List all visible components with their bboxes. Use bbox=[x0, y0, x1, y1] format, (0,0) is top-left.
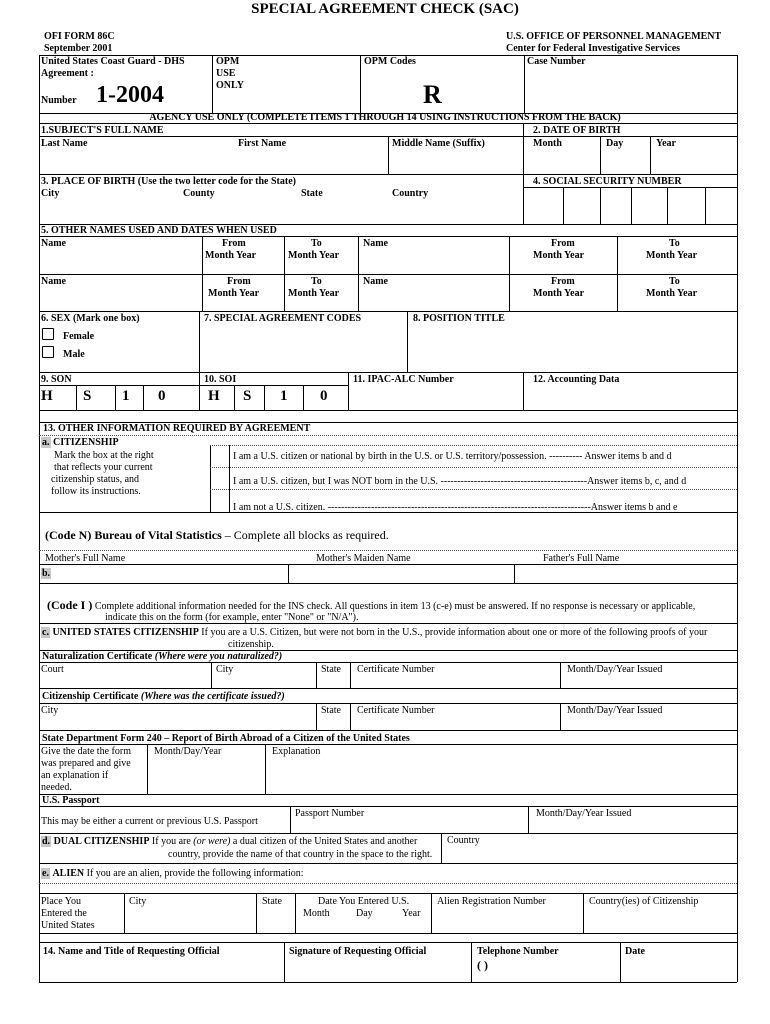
opm-use-2: USE bbox=[216, 68, 236, 79]
s13d-text-a: If you are bbox=[151, 836, 191, 847]
date-label: Date bbox=[625, 946, 645, 957]
nat-cert-number-label: Certificate Number bbox=[357, 664, 435, 675]
s11-label: 11. IPAC-ALC Number bbox=[353, 374, 454, 385]
citizenship-cert-heading bbox=[42, 691, 285, 703]
naturalization-question: (Where were you naturalized?) bbox=[154, 651, 283, 662]
form-date: September 2001 bbox=[44, 43, 113, 54]
s13d-title: DUAL CITIZENSHIP bbox=[53, 836, 150, 847]
alien-state-label: State bbox=[262, 896, 282, 907]
s3-country: Country bbox=[392, 188, 429, 199]
agency-use-banner: AGENCY USE ONLY (COMPLETE ITEMS 1 THROUGH 14 USING INSTRUCTIONS FROM THE BACK) bbox=[149, 112, 621, 123]
sex-male-checkbox[interactable] bbox=[42, 346, 54, 358]
son-code-4: 0 bbox=[158, 388, 166, 404]
citizenship-option-2: I am a U.S. citizen, but I was NOT born in the U.S. --------------------------------------------Answer items b, c, and d bbox=[233, 476, 687, 487]
son-code-1: H bbox=[41, 388, 53, 404]
s13d-text-2: country, provide the name of that country in the space to the right. bbox=[168, 849, 433, 860]
s8-label: 8. POSITION TITLE bbox=[413, 313, 505, 324]
s5-to-my-1: Month Year bbox=[288, 250, 340, 261]
sdf240-date-label: Month/Day/Year bbox=[154, 746, 222, 757]
s13c-title: UNITED STATES CITIZENSHIP bbox=[52, 627, 199, 638]
s13e-title: ALIEN bbox=[52, 868, 85, 879]
s13d-letter: d. bbox=[42, 836, 51, 847]
s13a-instr-3: citizenship status, and bbox=[51, 474, 140, 485]
s13a-instr-4: follow its instructions. bbox=[51, 486, 141, 497]
s5-to-1: To bbox=[311, 238, 322, 249]
form-title: SPECIAL AGREEMENT CHECK (SAC) bbox=[251, 1, 519, 17]
soi-code-1: H bbox=[208, 388, 220, 404]
form-number: OFI FORM 86C bbox=[44, 31, 115, 42]
code-n-rest: – Complete all blocks as required. bbox=[221, 528, 389, 542]
citizenship-option-1-box[interactable] bbox=[213, 448, 227, 462]
agency-cfis: Center for Federal Investigative Services bbox=[506, 43, 681, 54]
agreement-number: 1-2004 bbox=[96, 82, 164, 108]
s5-to-3: To bbox=[311, 276, 322, 287]
opm-use-3: ONLY bbox=[216, 80, 244, 91]
sdf240-instr-4: needed. bbox=[41, 782, 72, 793]
father-full-name-label: Father's Full Name bbox=[543, 553, 620, 564]
s5-to-2: To bbox=[669, 238, 680, 249]
sdf240-explanation-label: Explanation bbox=[272, 746, 321, 757]
case-number-label: Case Number bbox=[527, 56, 586, 67]
s13d-line bbox=[41, 836, 417, 848]
s1-first-name: First Name bbox=[238, 138, 287, 149]
telephone-label: Telephone Number bbox=[477, 946, 559, 957]
nat-city-label: City bbox=[216, 664, 234, 675]
s5-from-4: From bbox=[551, 276, 575, 287]
opm-code-value: R bbox=[423, 80, 442, 109]
s5-to-4: To bbox=[669, 276, 680, 287]
s13a-instr-2: that reflects your current bbox=[54, 462, 153, 473]
s5-to-my-4: Month Year bbox=[646, 288, 698, 299]
s2-label: 2. DATE OF BIRTH bbox=[533, 125, 621, 136]
s5-name-3: Name bbox=[41, 276, 66, 287]
code-n-line bbox=[45, 529, 389, 543]
sdf240-instr-3: an explanation if bbox=[41, 770, 109, 781]
s12-label: 12. Accounting Data bbox=[533, 374, 620, 385]
s1-last-name: Last Name bbox=[41, 138, 88, 149]
signature-label: Signature of Requesting Official bbox=[289, 946, 427, 957]
nat-court-label: Court bbox=[41, 664, 64, 675]
alien-place-2: Entered the bbox=[41, 908, 87, 919]
alien-year-label: Year bbox=[402, 908, 421, 919]
nat-issued-label: Month/Day/Year Issued bbox=[567, 664, 663, 675]
s13a-title: CITIZENSHIP bbox=[53, 437, 119, 448]
s13d-text-b: (or were) bbox=[193, 836, 231, 847]
s13e-line bbox=[41, 868, 304, 880]
sex-male-label: Male bbox=[63, 349, 85, 360]
s5-from-my-1: Month Year bbox=[205, 250, 257, 261]
s5-from-2: From bbox=[551, 238, 575, 249]
alien-city-label: City bbox=[129, 896, 147, 907]
code-i-text-1: Complete additional information needed for the INS check. All questions in item 13 (c-e) must be answered. If no response is necessary or applicable, bbox=[94, 601, 696, 612]
cit-cert-number-label: Certificate Number bbox=[357, 705, 435, 716]
nat-state-label: State bbox=[321, 664, 341, 675]
agency-opm: U.S. OFFICE OF PERSONNEL MANAGEMENT bbox=[506, 31, 722, 42]
s10-label: 10. SOI bbox=[204, 374, 237, 385]
s5-to-my-3: Month Year bbox=[288, 288, 340, 299]
s5-from-1: From bbox=[222, 238, 246, 249]
naturalization-heading bbox=[42, 651, 282, 663]
s6-label: 6. SEX (Mark one box) bbox=[41, 313, 140, 324]
s3-label: 3. PLACE OF BIRTH (Use the two letter code for the State) bbox=[41, 176, 296, 187]
alien-countries-label: Country(ies) of Citizenship bbox=[589, 896, 699, 907]
s2-year: Year bbox=[656, 138, 676, 149]
s13b-letter: b. bbox=[42, 568, 51, 579]
s13e-text: If you are an alien, provide the following information: bbox=[86, 868, 304, 879]
s7-label: 7. SPECIAL AGREEMENT CODES bbox=[204, 313, 362, 324]
sex-female-checkbox[interactable] bbox=[42, 328, 54, 340]
passport-text: This may be either a current or previous U.S. Passport bbox=[41, 816, 258, 827]
s2-day: Day bbox=[606, 138, 624, 149]
sdf240-instr-1: Give the date the form bbox=[41, 746, 131, 757]
alien-month-label: Month bbox=[303, 908, 330, 919]
s1-middle-name: Middle Name (Suffix) bbox=[392, 138, 485, 149]
s3-state: State bbox=[301, 188, 323, 199]
s5-from-3: From bbox=[227, 276, 251, 287]
s2-month: Month bbox=[533, 138, 562, 149]
s13c-line bbox=[41, 627, 707, 639]
soi-code-3: 1 bbox=[280, 388, 288, 404]
opm-codes-label: OPM Codes bbox=[364, 56, 416, 67]
agreement-label: Agreement : bbox=[41, 68, 94, 79]
sex-female-label: Female bbox=[63, 331, 95, 342]
alien-date-label: Date You Entered U.S. bbox=[318, 896, 410, 907]
passport-label: U.S. Passport bbox=[42, 795, 100, 806]
code-i-line bbox=[47, 599, 695, 613]
s5-from-my-4: Month Year bbox=[533, 288, 585, 299]
requesting-official-label: 14. Name and Title of Requesting Official bbox=[43, 946, 220, 957]
cit-issued-label: Month/Day/Year Issued bbox=[567, 705, 663, 716]
code-i-title: (Code I ) bbox=[47, 598, 93, 612]
opm-use-1: OPM bbox=[216, 56, 240, 67]
alien-place-1: Place You bbox=[41, 896, 82, 907]
s13c-text-2: citizenship. bbox=[228, 639, 274, 650]
s13d-text-c: a dual citizen of the United States and another bbox=[232, 836, 418, 847]
cit-city-label: City bbox=[41, 705, 59, 716]
sdf240-instr-2: was prepared and give bbox=[41, 758, 131, 769]
passport-issued-label: Month/Day/Year Issued bbox=[536, 808, 632, 819]
agency-name: United States Coast Guard - DHS bbox=[41, 56, 185, 67]
sdf240-label: State Department Form 240 – Report of Birth Abroad of a Citizen of the United States bbox=[42, 733, 410, 744]
telephone-paren: ( ) bbox=[477, 958, 488, 972]
s13-label: 13. OTHER INFORMATION REQUIRED BY AGREEMENT bbox=[43, 423, 311, 434]
citizenship-option-2-box[interactable] bbox=[213, 471, 227, 485]
s13a-letter: a. bbox=[42, 437, 50, 448]
s5-to-my-2: Month Year bbox=[646, 250, 698, 261]
s1-label: 1.SUBJECT'S FULL NAME bbox=[41, 125, 164, 136]
son-code-3: 1 bbox=[122, 388, 130, 404]
alien-place-3: United States bbox=[41, 920, 95, 931]
s4-label: 4. SOCIAL SECURITY NUMBER bbox=[533, 176, 682, 187]
soi-code-4: 0 bbox=[320, 388, 328, 404]
soi-code-2: S bbox=[243, 388, 252, 404]
s13c-text-1: If you are a U.S. Citizen, but were not born in the U.S., provide information about one or more of the following proofs of your bbox=[201, 627, 708, 638]
s5-name-1: Name bbox=[41, 238, 66, 249]
s3-county: County bbox=[183, 188, 215, 199]
number-label: Number bbox=[41, 95, 77, 106]
s3-city: City bbox=[41, 188, 60, 199]
s13c-letter: c. bbox=[42, 627, 49, 638]
s13a-heading bbox=[41, 437, 119, 449]
citizenship-cert-label: Citizenship Certificate bbox=[42, 691, 139, 702]
passport-number-label: Passport Number bbox=[295, 808, 365, 819]
citizenship-option-3: I am not a U.S. citizen. -------------------------------------------------------------------------------Answer items b and e bbox=[233, 502, 678, 513]
s5-name-4: Name bbox=[363, 276, 388, 287]
s5-from-my-3: Month Year bbox=[208, 288, 260, 299]
s5-label: 5. OTHER NAMES USED AND DATES WHEN USED bbox=[41, 225, 277, 236]
alien-day-label: Day bbox=[356, 908, 373, 919]
s5-name-2: Name bbox=[363, 238, 388, 249]
dual-country-label: Country bbox=[447, 835, 480, 846]
alien-registration-label: Alien Registration Number bbox=[437, 896, 546, 907]
cit-state-label: State bbox=[321, 705, 341, 716]
s9-label: 9. SON bbox=[41, 374, 72, 385]
son-code-2: S bbox=[83, 388, 92, 404]
naturalization-label: Naturalization Certificate bbox=[42, 651, 153, 662]
s13a-instr-1: Mark the box at the right bbox=[54, 450, 154, 461]
code-i-text-2: indicate this on the form (for example, enter "None" or "N/A"). bbox=[105, 612, 359, 623]
mother-maiden-name-label: Mother's Maiden Name bbox=[316, 553, 411, 564]
citizenship-cert-question: (Where was the certificate issued?) bbox=[140, 691, 285, 702]
citizenship-option-3-box[interactable] bbox=[213, 494, 227, 508]
code-n-title: (Code N) Bureau of Vital Statistics bbox=[45, 528, 222, 542]
s13e-letter: e. bbox=[42, 868, 49, 879]
mother-full-name-label: Mother's Full Name bbox=[45, 553, 126, 564]
citizenship-option-1: I am a U.S. citizen or national by birth in the U.S. or U.S. territory/possession. ---------- Answer items b and d bbox=[233, 451, 672, 462]
s5-from-my-2: Month Year bbox=[533, 250, 585, 261]
